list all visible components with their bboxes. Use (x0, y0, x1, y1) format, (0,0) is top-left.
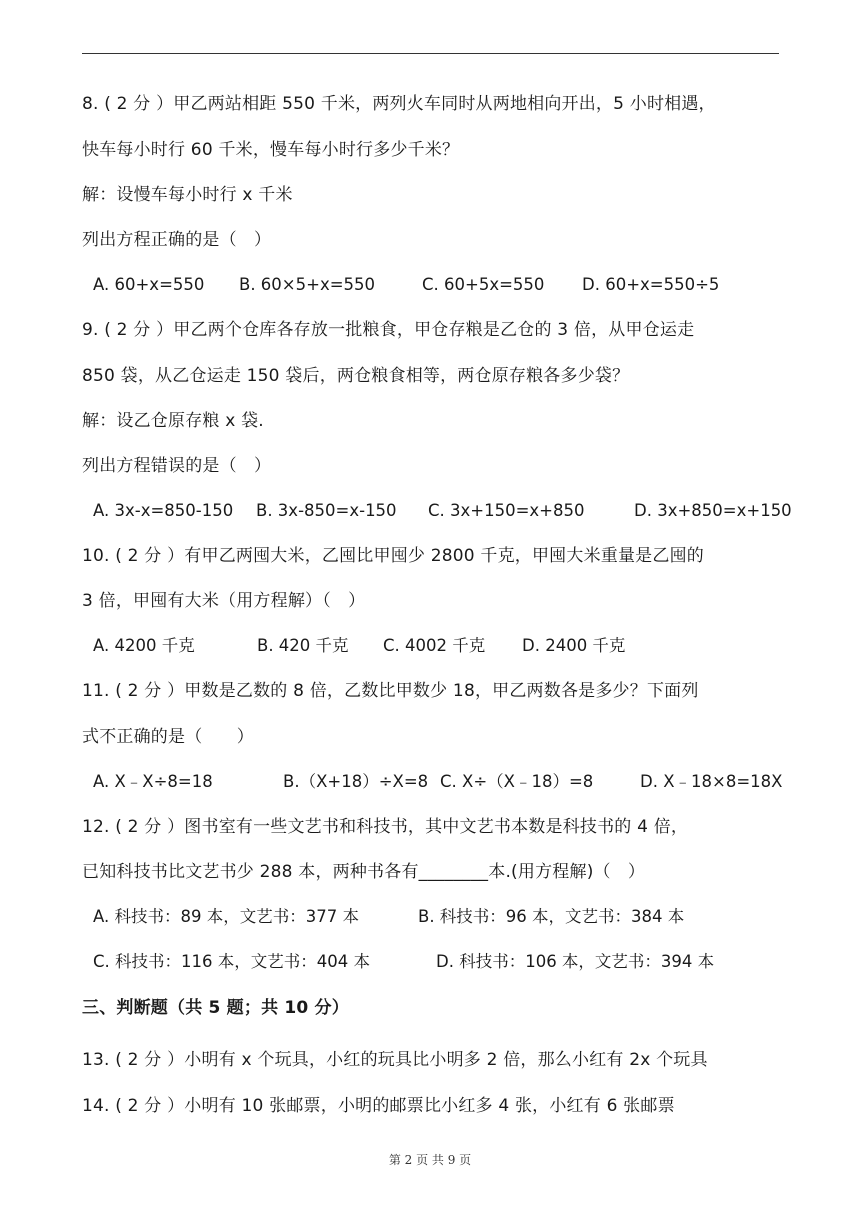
q12-option-d[interactable]: D. 科技书：106 本，文艺书：394 本 (436, 952, 715, 971)
q10-option-b[interactable]: B. 420 千克 (257, 636, 349, 655)
q12-option-c[interactable]: C. 科技书：116 本，文艺书：404 本 (93, 952, 370, 971)
q9-stem-line2: 850 袋，从乙仓运走 150 袋后，两仓粮食相等，两仓原存粮各多少袋？ (82, 366, 630, 386)
q9-option-a[interactable]: A. 3x-x=850-150 (93, 501, 234, 520)
q9-option-b[interactable]: B. 3x-850=x-150 (256, 501, 397, 520)
q8-option-c[interactable]: C. 60+5x=550 (422, 275, 545, 294)
page-footer: 第 2 页 共 9 页 (388, 1153, 472, 1167)
q11-option-b[interactable]: B.（X+18）÷X=8 (283, 772, 429, 791)
q9-option-c[interactable]: C. 3x+150=x+850 (428, 501, 585, 520)
q14-stem: 14. ( 2 分 ）小明有 10 张邮票，小明的邮票比小红多 4 张，小红有 6 张邮票 (82, 1096, 675, 1116)
q11-option-c[interactable]: C. X÷（X﹣18）=8 (440, 772, 594, 791)
q8-option-d[interactable]: D. 60+x=550÷5 (582, 275, 720, 294)
q10-option-c[interactable]: C. 4002 千克 (383, 636, 486, 655)
q12-stem-line1: 12. ( 2 分 ）图书室有一些文艺书和科技书，其中文艺书本数是科技书的 4 倍， (82, 817, 689, 837)
q10-option-a[interactable]: A. 4200 千克 (93, 636, 195, 655)
q8-option-a[interactable]: A. 60+x=550 (93, 275, 205, 294)
q9-solution: 解：设乙仓原存粮 x 袋. (82, 411, 264, 431)
q10-option-d[interactable]: D. 2400 千克 (522, 636, 626, 655)
q11-option-a[interactable]: A. X﹣X÷8=18 (93, 772, 213, 791)
q9-option-d[interactable]: D. 3x+850=x+150 (634, 501, 792, 520)
q11-option-d[interactable]: D. X﹣18×8=18X (640, 772, 783, 791)
header-rule (82, 53, 779, 54)
q8-prompt: 列出方程正确的是（ ） (82, 230, 272, 250)
q10-stem-line2: 3 倍，甲囤有大米（用方程解）（ ） (82, 591, 366, 611)
q11-stem-line1: 11. ( 2 分 ）甲数是乙数的 8 倍，乙数比甲数少 18，甲乙两数各是多少？下面列 (82, 681, 699, 701)
q13-stem: 13. ( 2 分 ）小明有 x 个玩具，小红的玩具比小明多 2 倍，那么小红有 2x 个玩具 (82, 1050, 708, 1070)
q12-option-a[interactable]: A. 科技书：89 本，文艺书：377 本 (93, 907, 359, 926)
q9-stem-line1: 9. ( 2 分 ）甲乙两个仓库各存放一批粮食，甲仓存粮是乙仓的 3 倍，从甲仓运走 (82, 320, 695, 340)
q8-solution: 解：设慢车每小时行 x 千米 (82, 185, 293, 205)
q12-option-b[interactable]: B. 科技书：96 本，文艺书：384 本 (418, 907, 685, 926)
q8-option-b[interactable]: B. 60×5+x=550 (239, 275, 376, 294)
q9-prompt: 列出方程错误的是（ ） (82, 456, 272, 476)
section-heading-judgment: 三、判断题（共 5 题；共 10 分） (82, 998, 349, 1018)
q10-stem-line1: 10. ( 2 分 ）有甲乙两囤大米，乙囤比甲囤少 2800 千克，甲囤大米重量是乙囤的 (82, 546, 704, 566)
q8-stem-line2: 快车每小时行 60 千米，慢车每小时行多少千米？ (82, 140, 460, 160)
q11-stem-line2: 式不正确的是（ ） (82, 727, 254, 747)
q12-stem-line2: 已知科技书比文艺书少 288 本，两种书各有________本.(用方程解)（ ） (82, 862, 646, 882)
q8-stem-line1: 8. ( 2 分 ）甲乙两站相距 550 千米，两列火车同时从两地相向开出，5 小时相遇， (82, 94, 716, 114)
